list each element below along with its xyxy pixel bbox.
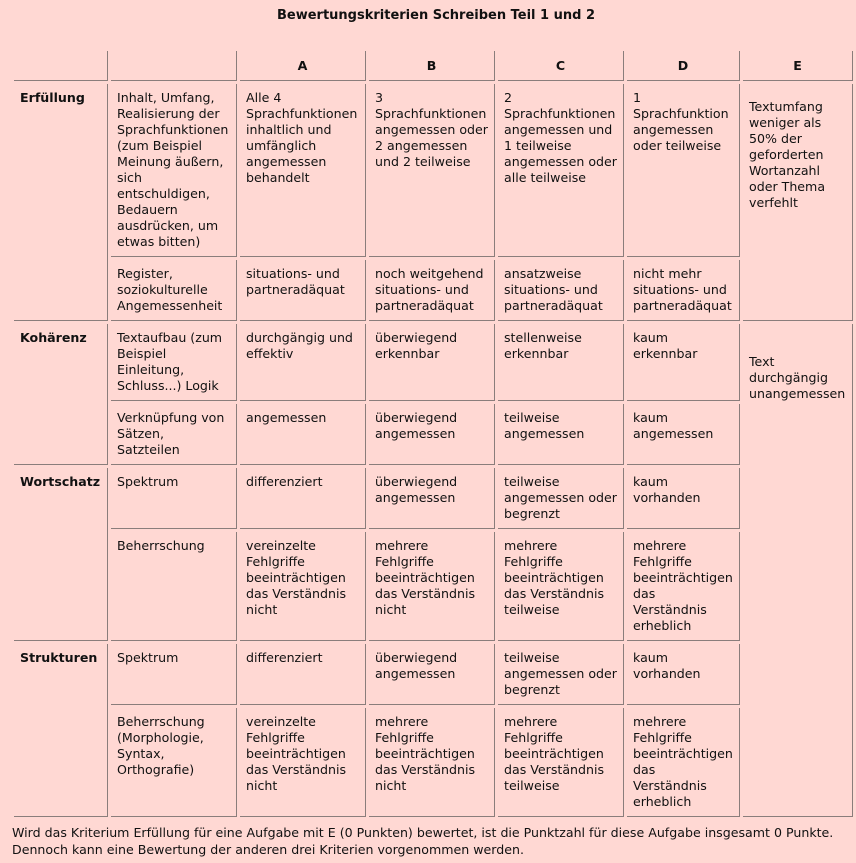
level-a-cell: situations- und partneradäquat [240,260,366,321]
subcriterion-cell: Inhalt, Umfang, Realisierung der Sprachfunktionen (zum Beispiel Meinung äußern, sich entschuldigen, Bedauern ausdrücken, um etwas bitten) [111,84,237,257]
level-e-rest-cell: Text durchgängig unangemessen [743,324,853,817]
header-subcriterion [111,51,237,81]
table-row [14,644,853,705]
table-row [14,708,853,817]
footnote: Wird das Kriterium Erfüllung für eine Aufgabe mit E (0 Punkten) bewertet, ist die Punktzahl für diese Aufgabe insgesamt 0 Punkte. Dennoch kann eine Bewertung der anderen drei Kriterien vorgenommen werden. [12,825,834,857]
subcriterion-cell: Beherrschung (Morphologie, Syntax, Orthografie) [111,708,237,817]
level-c-cell: mehrere Fehlgriffe beeinträchtigen das Verständnis teilweise [498,708,624,817]
header-level-d: D [627,51,740,81]
subcriterion-cell: Textaufbau (zum Beispiel Einleitung, Schluss...) Logik [111,324,237,401]
level-d-cell: kaum vorhanden [627,644,740,705]
subcriterion-cell: Spektrum [111,468,237,529]
level-b-cell: mehrere Fehlgriffe beeinträchtigen das Verständnis nicht [369,708,495,817]
criterion-wortschatz: Wortschatz [14,468,108,641]
subcriterion-cell: Spektrum [111,644,237,705]
level-d-cell: kaum vorhanden [627,468,740,529]
level-a-cell: differenziert [240,644,366,705]
level-e-erfuellung-cell: Textumfang weniger als 50% der geforderten Wortanzahl oder Thema verfehlt [743,84,853,321]
table-row [14,532,853,641]
level-c-cell: teilweise angemessen [498,404,624,465]
level-c-cell: mehrere Fehlgriffe beeinträchtigen das Verständnis teilweise [498,532,624,641]
table-row [14,324,853,401]
level-c-cell: teilweise angemessen oder begrenzt [498,644,624,705]
header-row [14,51,853,81]
level-d-cell: nicht mehr situations- und partneradäquat [627,260,740,321]
level-d-cell: mehrere Fehlgriffe beeinträchtigen das Verständnis erheblich [627,532,740,641]
level-b-cell: überwiegend angemessen [369,404,495,465]
level-a-cell: differenziert [240,468,366,529]
table-row [14,404,853,465]
header-level-c: C [498,51,624,81]
level-a-cell: vereinzelte Fehlgriffe beeinträchtigen das Verständnis nicht [240,708,366,817]
page-title: Bewertungskriterien Schreiben Teil 1 und 2 [276,8,595,23]
level-c-cell: 2 Sprachfunktionen angemessen und 1 teilweise angemessen oder alle teilweise [498,84,624,257]
level-b-cell: überwiegend angemessen [369,644,495,705]
level-c-cell: stellenweise erkennbar [498,324,624,401]
criterion-kohaerenz: Kohärenz [14,324,108,465]
level-a-cell: angemessen [240,404,366,465]
level-a-cell: durchgängig und effektiv [240,324,366,401]
criterion-erfuellung: Erfüllung [14,84,108,321]
level-b-cell: noch weitgehend situations- und partneradäquat [369,260,495,321]
header-level-b: B [369,51,495,81]
level-c-cell: teilweise angemessen oder begrenzt [498,468,624,529]
level-d-cell: mehrere Fehlgriffe beeinträchtigen das Verständnis erheblich [627,708,740,817]
table-row [14,260,853,321]
level-b-cell: mehrere Fehlgriffe beeinträchtigen das Verständnis nicht [369,532,495,641]
header-level-a: A [240,51,366,81]
header-criterion [14,51,108,81]
level-d-cell: 1 Sprachfunktion angemessen oder teilweise [627,84,740,257]
subcriterion-cell: Verknüpfung von Sätzen, Satzteilen [111,404,237,465]
criterion-strukturen: Strukturen [14,644,108,817]
level-b-cell: überwiegend angemessen [369,468,495,529]
level-a-cell: vereinzelte Fehlgriffe beeinträchtigen das Verständnis nicht [240,532,366,641]
assessment-criteria-table [11,48,856,820]
subcriterion-cell: Beherrschung [111,532,237,641]
level-b-cell: überwiegend erkennbar [369,324,495,401]
level-a-cell: Alle 4 Sprachfunktionen inhaltlich und umfänglich angemessen behandelt [240,84,366,257]
level-c-cell: ansatzweise situations- und partneradäquat [498,260,624,321]
level-d-cell: kaum erkennbar [627,324,740,401]
table-row [14,84,853,257]
level-d-cell: kaum angemessen [627,404,740,465]
level-b-cell: 3 Sprachfunktionen angemessen oder 2 angemessen und 2 teilweise [369,84,495,257]
subcriterion-cell: Register, soziokulturelle Angemessenheit [111,260,237,321]
header-level-e: E [743,51,853,81]
table-row [14,468,853,529]
